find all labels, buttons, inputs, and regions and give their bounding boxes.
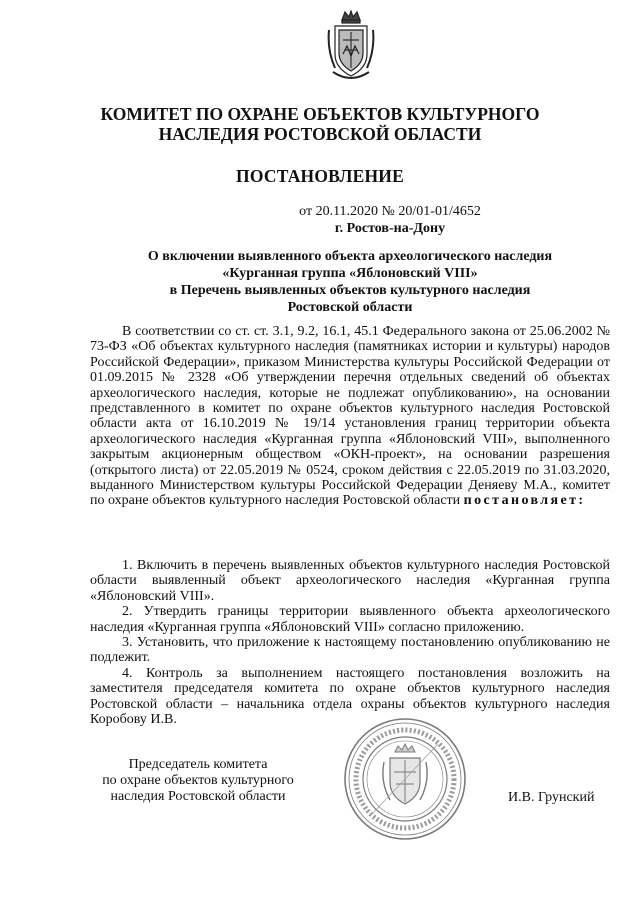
resolution-item-3: 3. Установить, что приложение к настоящему постановлению опубликованию не подлежит. <box>90 635 610 666</box>
subject-line4: Ростовской области <box>287 300 413 315</box>
rostov-oblast-coat-of-arms-icon <box>327 10 375 84</box>
resolves-word: постановляет: <box>463 493 586 509</box>
preamble-text: В соответствии со ст. ст. 3.1, 9.2, 16.1, 45.1 Федерального закона от 25.06.2002 № 73-ФЗ «Об объектах культурного наследия (памятниках истории и культуры) народов Российской Федерации», приказом Министерства культуры Российской Федерации от 01.09.2015 № 2328 «Об утверждении перечня отдельных сведений об объектах археологического наследия, которые не подлежат опубликованию», на основании представленного в комитет по охране объектов культурного наследия Ростовской области акта от 16.10.2019 № 19/14 установления границ территории объекта археологического наследия «Курганная группа «Яблоновский VIII», выполненного закрытым акционерным обществом «ОКН-проект», на основании разрешения (открытого листа) от 22.05.2019 № 0524, сроком действия с 22.05.2019 по 31.03.2020, выданного Министерством культуры Российской Федерации Деняеву М.А., комитет по охране объектов культурного наследия Ростовской области <box>90 324 610 509</box>
committee-name <box>100 104 540 144</box>
official-round-seal-icon <box>342 716 468 842</box>
signatory-position-line1: Председатель комитета <box>128 757 268 772</box>
document-date-number <box>240 203 540 237</box>
signatory-position <box>90 757 306 804</box>
committee-name-line1: КОМИТЕТ ПО ОХРАНЕ ОБЪЕКТОВ КУЛЬТУРНОГО <box>100 104 540 124</box>
subject-line2: «Курганная группа «Яблоновский VIII» <box>222 266 478 281</box>
subject-line3: в Перечень выявленных объектов культурного наследия <box>169 283 531 298</box>
resolution-item-2: 2. Утвердить границы территории выявленного объекта археологического наследия «Курганная группа «Яблоновский VIII» согласно приложению. <box>90 604 610 635</box>
resolution-items <box>90 558 610 727</box>
document-type: ПОСТАНОВЛЕНИЕ <box>236 166 404 186</box>
committee-name-line2: НАСЛЕДИЯ РОСТОВСКОЙ ОБЛАСТИ <box>158 124 482 144</box>
signatory-name: И.В. Грунский <box>508 790 595 805</box>
date-and-number: от 20.11.2020 № 20/01-01/4652 <box>299 204 481 219</box>
resolution-item-4: 4. Контроль за выполнением настоящего постановления возложить на заместителя председателя комитета по охране объектов культурного наследия Ростовской области – начальника отдела охраны объектов культурного наследия Коробову И.В. <box>90 665 610 728</box>
subject-line1: О включении выявленного объекта археологического наследия <box>147 249 553 264</box>
signatory-position-line2: по охране объектов культурного <box>102 772 294 788</box>
preamble <box>90 324 610 509</box>
city: г. Ростов-на-Дону <box>334 221 446 236</box>
document-subject <box>100 248 600 316</box>
signatory-position-line3: наследия Ростовской области <box>110 788 286 804</box>
resolution-item-1: 1. Включить в перечень выявленных объектов культурного наследия Ростовской области выявленный объект археологического наследия «Курганная группа «Яблоновский VIII». <box>90 558 610 604</box>
